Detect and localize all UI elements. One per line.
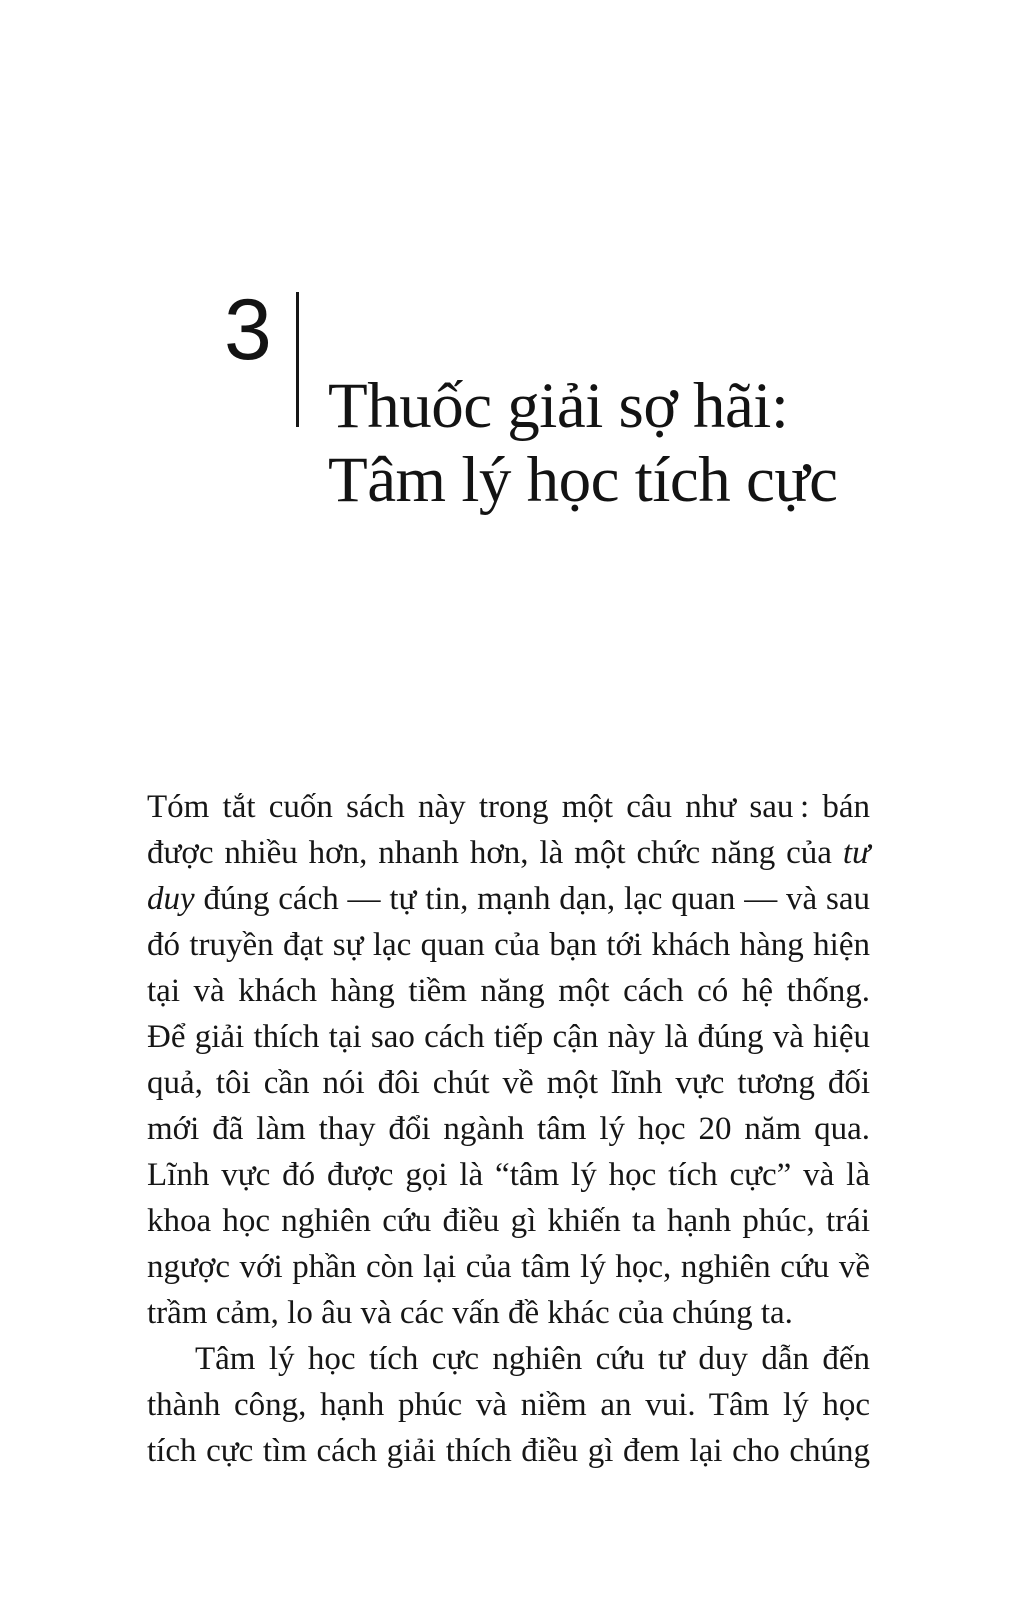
text-segment: Lĩnh vực đó được gọi là “tâm lý học tích cực” và là — [147, 1157, 870, 1193]
body-text — [147, 784, 870, 1474]
body-line — [147, 1290, 870, 1336]
italic-text-segment: duy — [147, 881, 195, 917]
text-segment: đúng cách — tự tin, mạnh dạn, lạc quan — và sau — [194, 881, 870, 917]
text-segment: Tâm lý học tích cực nghiên cứu tư duy dẫn đến — [195, 1341, 870, 1377]
body-line — [147, 1106, 870, 1152]
body-line — [147, 1198, 870, 1244]
text-segment: tại và khách hàng tiềm năng một cách có hệ thống. — [147, 973, 870, 1009]
text-segment: Để giải thích tại sao cách tiếp cận này là đúng và hiệu — [147, 1019, 870, 1055]
body-line — [147, 1244, 870, 1290]
chapter-title-line2: Tâm lý học tích cực — [328, 444, 838, 516]
text-segment: đó truyền đạt sự lạc quan của bạn tới khách hàng hiện — [147, 927, 870, 963]
chapter-title — [328, 369, 837, 517]
body-line — [147, 1382, 870, 1428]
text-segment: Tóm tắt cuốn sách này trong một câu như sau : bán — [147, 789, 870, 825]
body-line — [147, 1060, 870, 1106]
body-line — [147, 1152, 870, 1198]
body-line — [147, 1428, 870, 1474]
text-segment: thành công, hạnh phúc và niềm an vui. Tâm lý học — [147, 1387, 870, 1423]
text-segment: mới đã làm thay đổi ngành tâm lý học 20 năm qua. — [147, 1111, 870, 1147]
body-line — [147, 876, 870, 922]
text-segment: được nhiều hơn, nhanh hơn, là một chức năng của — [147, 835, 843, 871]
body-line — [147, 922, 870, 968]
chapter-divider-line — [296, 292, 299, 427]
text-segment: quả, tôi cần nói đôi chút về một lĩnh vực tương đối — [147, 1065, 870, 1101]
body-line — [147, 784, 870, 830]
body-line — [147, 1336, 870, 1382]
text-segment: trầm cảm, lo âu và các vấn đề khác của chúng ta. — [147, 1295, 793, 1331]
body-line — [147, 830, 870, 876]
italic-text-segment: tư — [842, 835, 870, 871]
text-segment: ngược với phần còn lại của tâm lý học, nghiên cứu về — [147, 1249, 870, 1285]
text-segment: tích cực tìm cách giải thích điều gì đem lại cho chúng — [147, 1433, 870, 1469]
body-line — [147, 968, 870, 1014]
chapter-title-line1: Thuốc giải sợ hãi: — [328, 370, 789, 442]
body-line — [147, 1014, 870, 1060]
text-segment: khoa học nghiên cứu điều gì khiến ta hạnh phúc, trái — [147, 1203, 870, 1239]
chapter-number: 3 — [224, 282, 272, 378]
